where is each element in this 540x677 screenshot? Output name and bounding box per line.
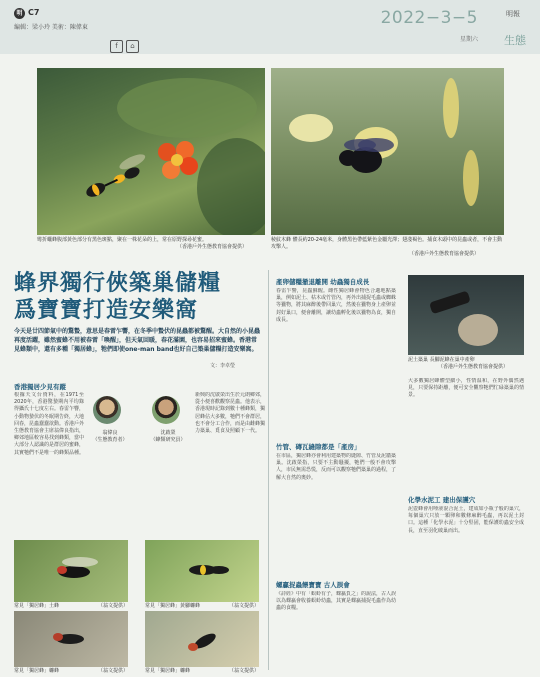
person1-caption: 翁偉良 （生態教育者） [92,430,128,443]
photo2-caption: 稜紋木蜂 體長約20-24毫米，身體黑色帶藍紫色金屬光澤；翅淺褐色。捕食木頭中的昆蟲或者，不會主動攻擊人。 （香港戶外生態教育協會提供） [271,237,503,257]
person2-caption: 沈啟榮 （蜂類研究員） [150,430,186,443]
grid4-caption: 常見「獨居蜂」蠊蜂 （翁文提供） [145,668,259,674]
weekday: 星期六 [459,36,478,43]
website-icon[interactable]: ⌂ [126,40,139,53]
right2-body-1: 大多數獨居蜂體型細小，性情温和，在野外偶然遇見，只要保持距離，便可安全觀察牠們忙碌築巢的情景。 [408,378,524,399]
lead-paragraph: 今天是廿四節氣中的驚蟄，意思是春雷乍響，在冬季中蟄伏的昆蟲都被驚醒。大自然的小昆蟲再度活躍，雖然蜜蜂不用被春雷「喚醒」，但天氣回暖，春花滿園，也容易招來蜜蜂。香港常見蜂類中，還有多種「獨居蜂」，牠們即使one-man band也好自己築巢儲糧打造安樂窩。 [14,328,261,353]
right2-body-2: 泥壺蜂會用唾液混合泥土，建成如小瓶子般的巢穴，每個巢穴只放一顆卵和數條麻醉毛蟲，再以泥土封口。這種「化學水泥」十分堅固，能保護幼蟲安全成長，直至羽化破巢而出。 [408,506,524,534]
right2-subhead: 化學水泥工 建出保護穴 [408,496,476,504]
right1-body-1: 春雷乍響，昆蟲蘇醒。雌性獨居蜂會物色合適地點築巢，例如泥土、枯木或竹管內，再外出捕捉毛蟲或蜘蛛等獵物，將其麻醉後帶回巢穴，然後在獵物身上產卵並封好巢口，便會離開，讓幼蟲孵化後以獵物為食，獨自成長。 [276,288,396,323]
issue-date: 2022−3−5 [380,8,478,28]
editor-credits: 編輯：梁小玲 美術：陳偉東 [14,24,88,31]
page-header [0,0,540,54]
photo-mud-nest [408,275,524,355]
photo-carpenter-bee [271,68,504,235]
grid-photo-1 [14,540,128,602]
byline: 文：李卓瑩 [210,363,236,369]
grid-photo-2 [145,540,259,602]
facebook-icon[interactable]: f [110,40,123,53]
page-number: 明 C7 [14,8,39,19]
mid-body: 新興的沈啟榮出生於元朗鄉郊，從小便喜歡觀察昆蟲。他表示，香港現時記錄到數十種蜂類，獨居蜂佔大多數，牠們不會群居，也不會分工合作，而是由雌蜂獨力築巢、覓食及照顧下一代。 [195,392,265,435]
grid1-caption: 常見「獨居蜂」土蜂 （翁文提供） [14,603,128,609]
grid-photo-4 [145,611,259,667]
right1-body-3: 《詩經》中有「螟蛉有子，蜾蠃負之」的說法，古人誤以為蜾蠃會收養螟蛉幼蟲，其實是蜾蠃捕捉毛蟲作為幼蟲的食糧。 [276,591,396,612]
section-name: 生態 [504,34,526,47]
photo3-caption: 泥土築巢 長腳泥蜂在巢中產卵 （香港戶外生態教育協會提供） [408,357,509,370]
photo1-caption: 彎折蠟蜂腹部黃色部分有黑色斑點，聚在一株花朵的上，常在原野探尋花蜜。 （香港戶外生態教育協會提供） [37,237,248,250]
brand-logo-icon: 明 [14,8,25,19]
portrait-photo-1 [93,396,121,424]
right1-subhead-2: 竹管、磚瓦縫隙都是「產房」 [276,443,361,451]
portrait-photo-2 [152,396,180,424]
social-icons [110,33,142,53]
photo-wasp-flower [37,68,265,235]
left-subhead: 香港獨居少見有蹤 [14,383,66,391]
left-body: 根據天文台資料，在1971至2020年，香港驚蟄期內平均錄得攝氏十七度左右。春雷乍響，小動物蟄伏的冬眠期告終，大地回春，昆蟲蠢蠢欲動。香港戶外生態教育協會主席翁偉良指出，鄉郊地區較容易找到蜂類，當中大部分人認識的是群居的蜜蜂，其實牠們不是唯一的蜂類品種。 [14,392,84,456]
main-headline: 蜂界獨行俠築巢儲糧 爲寶寶打造安樂窩 [14,270,222,323]
right1-body-2: 在市區，獨居蜂亦會利用建築物的縫隙、竹管及泥牆築巢。沈啟榮指，只要不主動騷擾，牠們一般不會攻擊人，市民無需恐慌，反而可以觀察牠們築巢的過程，了解大自然的奧妙。 [276,453,396,481]
right1-subhead-1: 產卵儲糧撤退離開 幼蟲獨自成長 [276,278,370,286]
grid3-caption: 常見「獨居蜂」蠊蜂 （翁文提供） [14,668,128,674]
paper-name: 明報 [506,10,520,18]
right1-subhead-3: 螺贏捉蟲餵寶寶 古人誤會 [276,581,350,589]
column-divider [268,270,269,670]
grid2-caption: 常見「獨居蜂」黃腳蠊蜂 （翁文提供） [145,603,259,609]
grid-photo-3 [14,611,128,667]
